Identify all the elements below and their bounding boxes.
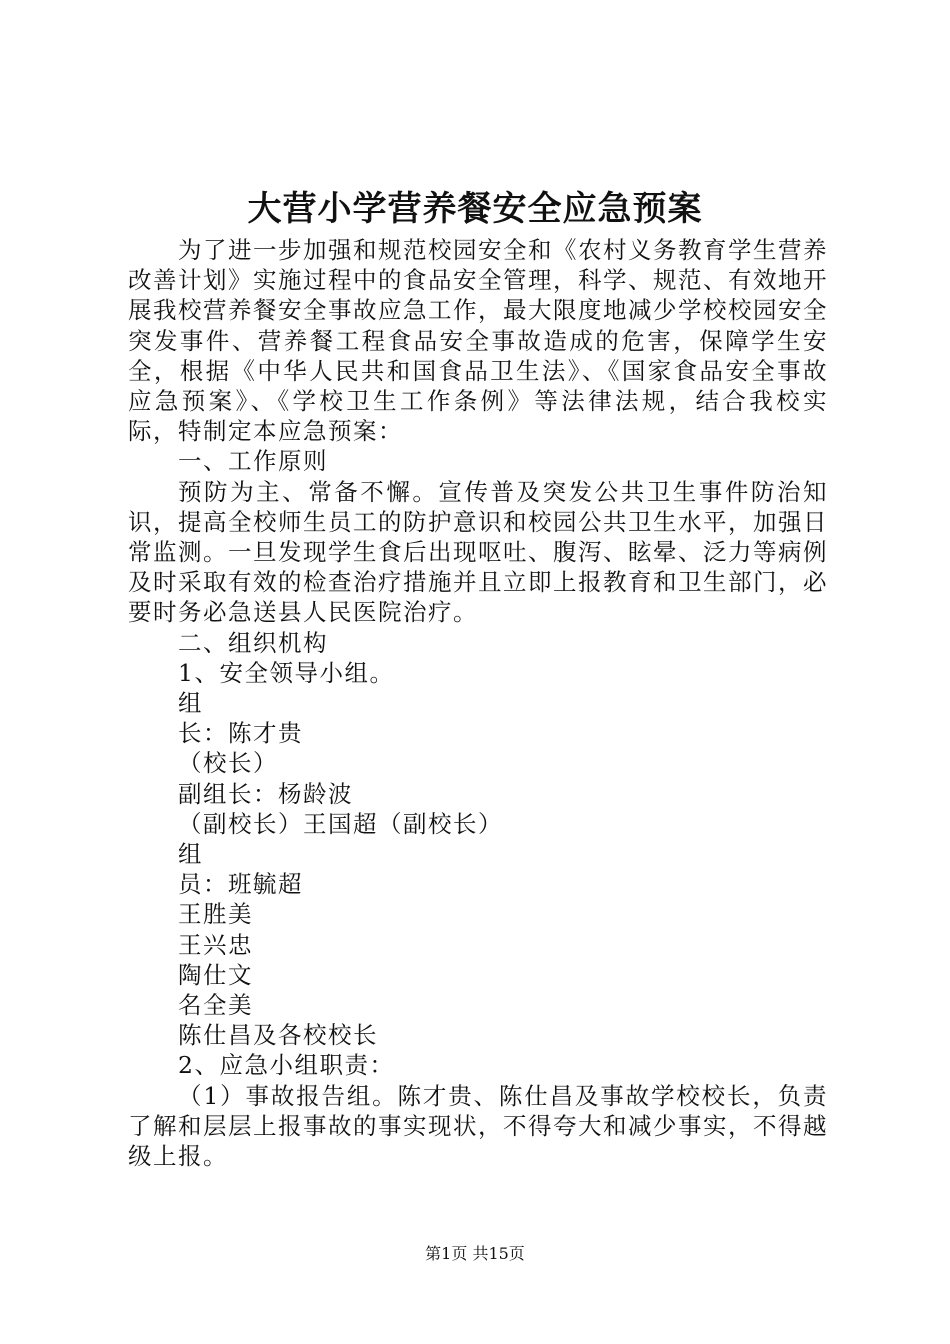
member-line: 名全美 [178,991,253,1020]
page-footer: 第1页 共15页 [425,1244,525,1263]
principles-paragraph: 预防为主、常备不懈。宣传普及突发公共卫生事件防治知识，提高全校师生员工的防护意识和校园公共卫生水平，加强日常监测。一旦发现学生食后出现呕吐、腹泻、眩晕、泛力等病例及时采取有效的检查治疗措施并且立即上报教育和卫生部门，必要时务必急送县人民医院治疗。 [128,477,828,627]
subheading-leadership-group: 1、安全领导小组。 [178,658,395,687]
duty-item-report-group: （1）事故报告组。陈才贵、陈仕昌及事故学校校长，负责了解和层层上报事故的事实现状，不得夸大和减少事实，不得越级上报。 [128,1081,828,1171]
document-body [128,235,828,1171]
member-line: 组 [178,840,203,869]
member-line: 陈仕昌及各校校长 [178,1021,378,1050]
member-line: 王胜美 [178,900,253,929]
member-line: 长：陈才贵 [178,719,303,748]
section-heading-principles: 一、工作原则 [178,447,328,476]
member-line: 陶仕文 [178,960,253,989]
member-line: 副组长：杨龄波 [178,779,353,808]
member-line: 王兴忠 [178,930,253,959]
member-line: 组 [178,689,203,718]
document-title: 大营小学营养餐安全应急预案 [247,189,703,229]
member-line: （副校长）王国超（副校长） [178,809,503,838]
section-heading-organization: 二、组织机构 [178,628,328,657]
subheading-emergency-duties: 2、应急小组职责： [178,1051,395,1080]
member-line: （校长） [178,749,278,778]
member-line: 员：班毓超 [178,870,303,899]
intro-paragraph: 为了进一步加强和规范校园安全和《农村义务教育学生营养改善计划》实施过程中的食品安全管理，科学、规范、有效地开展我校营养餐安全事故应急工作，最大限度地减少学校校园安全突发事件、营养餐工程食品安全事故造成的危害，保障学生安全，根据《中华人民共和国食品卫生法》、《国家食品安全事故应急预案》、《学校卫生工作条例》等法律法规，结合我校实际，特制定本应急预案： [128,236,828,446]
